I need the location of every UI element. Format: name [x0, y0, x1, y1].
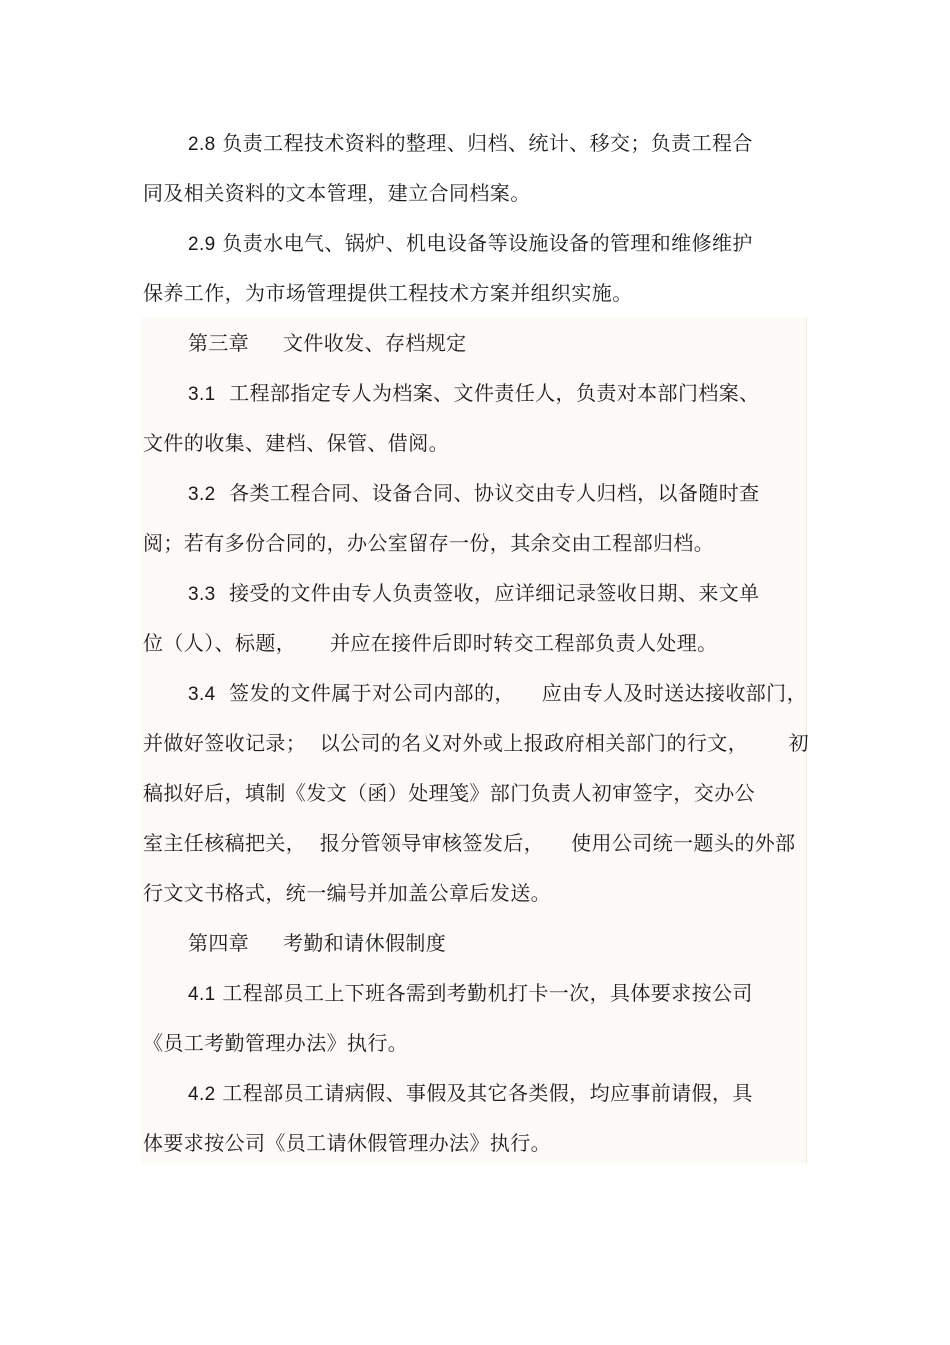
paragraph-3-1-line-2: 文件的收集、建档、保管、借阅。 [143, 431, 449, 455]
paragraph-3-4-line-3: 稿拟好后，填制《发文（函）处理笺》部门负责人初审签字，交办公 [143, 781, 755, 805]
paragraph-3-4-line-4: 室主任核稿把关， 报分管领导审核签发后， 使用公司统一题头的外部 [143, 831, 796, 855]
paragraph-number: 3.2 [188, 484, 216, 505]
paragraph-2-9-line-1 [188, 230, 753, 258]
paragraph-number: 3.3 [188, 584, 216, 605]
paragraph-3-4-line-2: 并做好签收记录； 以公司的名义对外或上报政府相关部门的行文， 初 [143, 731, 810, 755]
paragraph-number: 3.1 [188, 384, 216, 405]
paragraph-text: 工程部指定专人为档案、文件责任人，负责对本部门档案、 [215, 381, 760, 405]
paragraph-3-2-line-2: 阅；若有多份合同的，办公室留存一份，其余交由工程部归档。 [143, 531, 715, 555]
paragraph-3-4-line-5: 行文文书格式，统一编号并加盖公章后发送。 [143, 881, 551, 905]
paragraph-text: 工程部员工上下班各需到考勤机打卡一次，具体要求按公司 [215, 981, 753, 1005]
paragraph-text: 工程部员工请病假、事假及其它各类假，均应事前请假，具 [215, 1081, 753, 1105]
paragraph-4-1-line-2: 《员工考勤管理办法》执行。 [143, 1031, 409, 1055]
paragraph-3-3-line-1 [188, 580, 760, 608]
paragraph-number: 4.1 [188, 984, 216, 1005]
paragraph-2-9-line-2: 保养工作，为市场管理提供工程技术方案并组织实施。 [143, 281, 633, 305]
paragraph-text: 负责工程技术资料的整理、归档、统计、移交；负责工程合 [215, 131, 753, 155]
paragraph-2-8-line-1 [188, 130, 753, 158]
paragraph-text: 负责水电气、锅炉、机电设备等设施设备的管理和维修维护 [215, 231, 753, 255]
chapter-3-heading: 第三章 文件收发、存档规定 [188, 331, 467, 355]
paragraph-2-8-line-2: 同及相关资料的文本管理，建立合同档案。 [143, 181, 531, 205]
paragraph-number: 2.9 [188, 234, 216, 255]
paragraph-4-1-line-1 [188, 980, 753, 1008]
paragraph-4-2-line-2: 体要求按公司《员工请休假管理办法》执行。 [143, 1131, 551, 1155]
paragraph-number: 3.4 [188, 684, 216, 705]
paragraph-number: 4.2 [188, 1084, 216, 1105]
paragraph-3-2-line-1 [188, 480, 760, 508]
paragraph-3-1-line-1 [188, 380, 760, 408]
paragraph-text: 签发的文件属于对公司内部的， 应由专人及时送达接收部门， [215, 681, 807, 705]
paragraph-number: 2.8 [188, 134, 216, 155]
paragraph-3-4-line-1 [188, 680, 807, 708]
paragraph-text: 接受的文件由专人负责签收，应详细记录签收日期、来文单 [215, 581, 760, 605]
paragraph-text: 各类工程合同、设备合同、协议交由专人归档，以备随时查 [215, 481, 760, 505]
chapter-4-heading: 第四章 考勤和请休假制度 [188, 931, 447, 955]
paragraph-4-2-line-1 [188, 1080, 753, 1108]
paragraph-3-3-line-2: 位（人）、标题， 并应在接件后即时转交工程部负责人处理。 [143, 631, 718, 655]
